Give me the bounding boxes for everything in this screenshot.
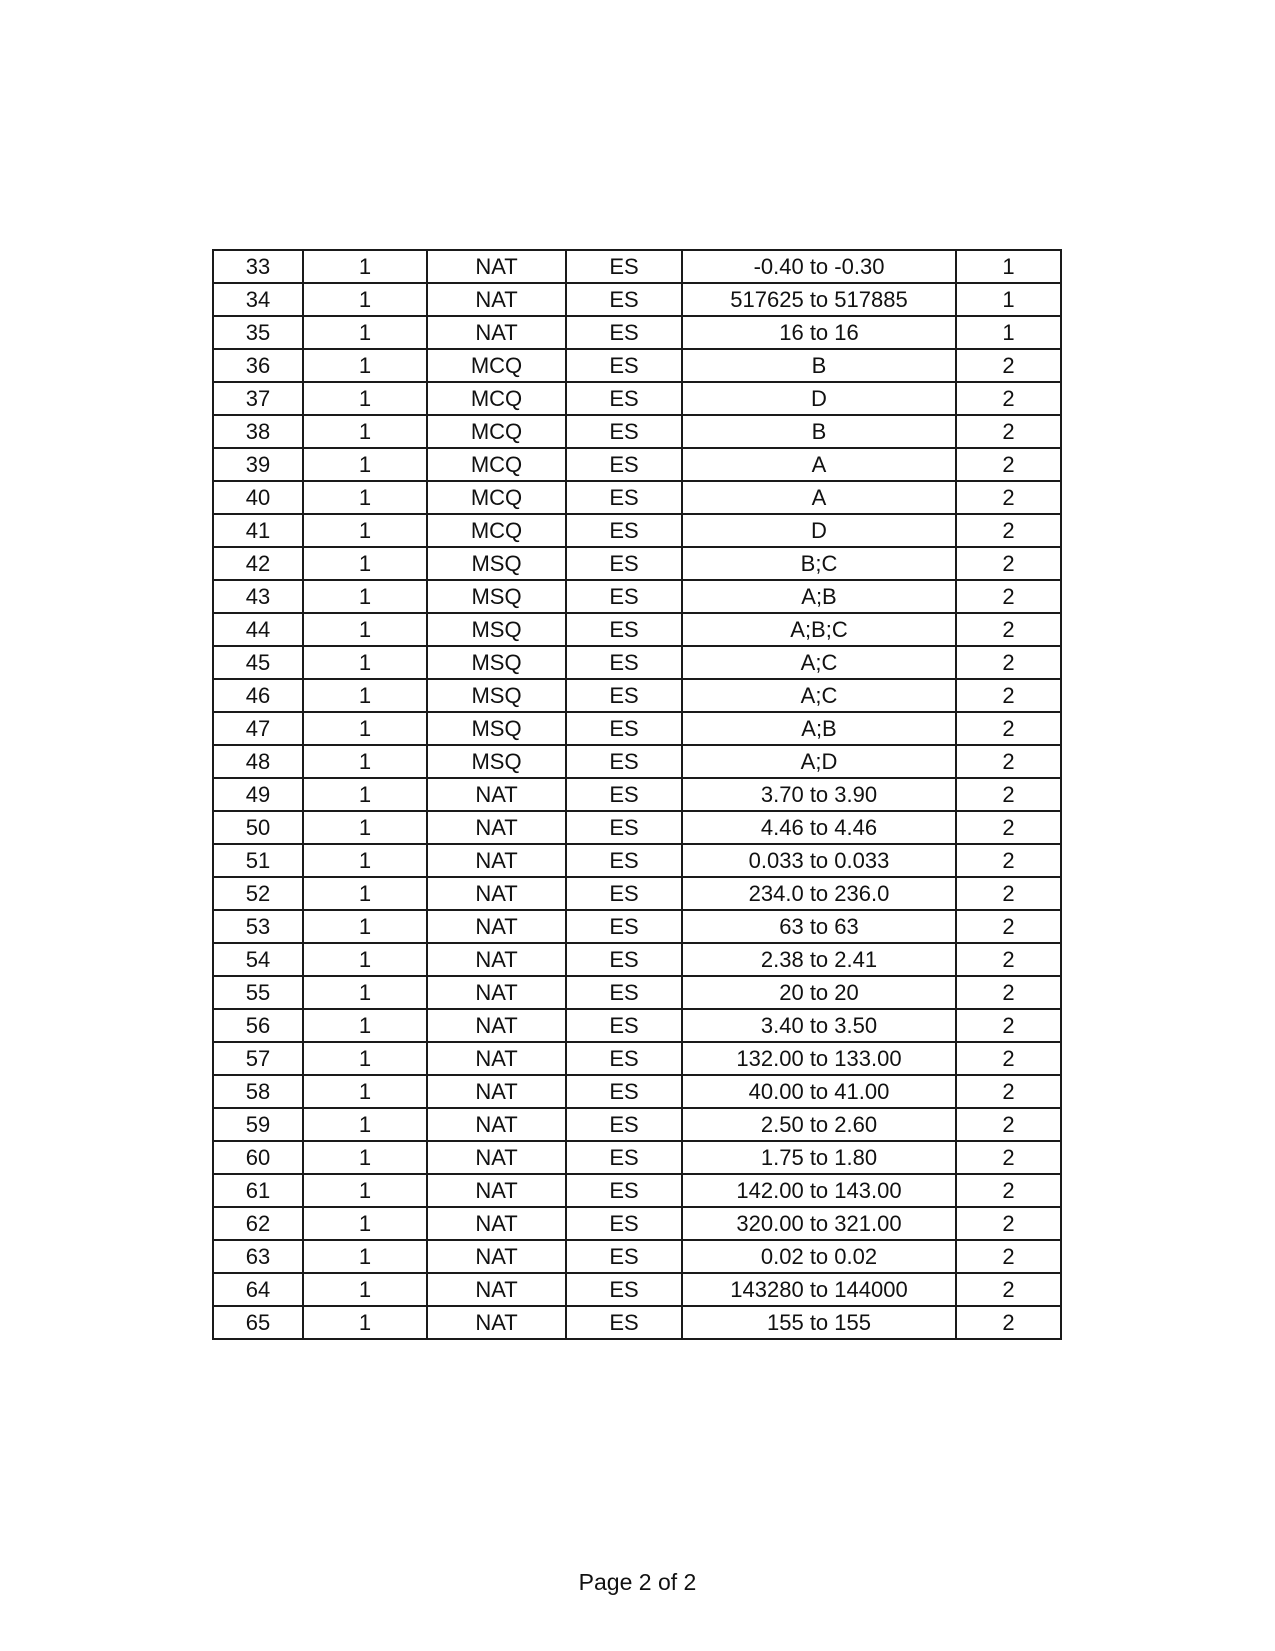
session-cell: 1: [303, 844, 427, 877]
question-type-cell: MSQ: [427, 712, 566, 745]
section-cell: ES: [566, 514, 682, 547]
key-range-cell: A: [682, 481, 956, 514]
key-range-cell: B: [682, 349, 956, 382]
session-cell: 1: [303, 250, 427, 283]
question-type-cell: NAT: [427, 250, 566, 283]
answer-key-table: [212, 249, 1062, 1340]
question-number-cell: 64: [213, 1273, 303, 1306]
section-cell: ES: [566, 976, 682, 1009]
question-type-cell: NAT: [427, 283, 566, 316]
section-cell: ES: [566, 382, 682, 415]
question-type-cell: MSQ: [427, 679, 566, 712]
key-range-cell: A: [682, 448, 956, 481]
table-row: [213, 943, 1061, 976]
marks-cell: 2: [956, 976, 1061, 1009]
question-number-cell: 38: [213, 415, 303, 448]
question-type-cell: NAT: [427, 976, 566, 1009]
question-type-cell: NAT: [427, 1174, 566, 1207]
question-number-cell: 56: [213, 1009, 303, 1042]
section-cell: ES: [566, 1042, 682, 1075]
question-number-cell: 60: [213, 1141, 303, 1174]
session-cell: 1: [303, 316, 427, 349]
table-row: [213, 811, 1061, 844]
session-cell: 1: [303, 910, 427, 943]
key-range-cell: 3.40 to 3.50: [682, 1009, 956, 1042]
question-number-cell: 55: [213, 976, 303, 1009]
section-cell: ES: [566, 1174, 682, 1207]
answer-key-table-body: [213, 250, 1061, 1339]
key-range-cell: A;C: [682, 646, 956, 679]
session-cell: 1: [303, 349, 427, 382]
table-row: [213, 976, 1061, 1009]
question-type-cell: MSQ: [427, 580, 566, 613]
question-type-cell: MCQ: [427, 514, 566, 547]
section-cell: ES: [566, 1141, 682, 1174]
marks-cell: 2: [956, 910, 1061, 943]
table-row: [213, 1240, 1061, 1273]
key-range-cell: 63 to 63: [682, 910, 956, 943]
section-cell: ES: [566, 745, 682, 778]
section-cell: ES: [566, 1075, 682, 1108]
session-cell: 1: [303, 778, 427, 811]
key-range-cell: B;C: [682, 547, 956, 580]
table-row: [213, 1009, 1061, 1042]
table-row: [213, 349, 1061, 382]
table-row: [213, 514, 1061, 547]
section-cell: ES: [566, 1207, 682, 1240]
question-type-cell: NAT: [427, 1075, 566, 1108]
marks-cell: 2: [956, 1141, 1061, 1174]
question-number-cell: 51: [213, 844, 303, 877]
table-row: [213, 745, 1061, 778]
question-number-cell: 61: [213, 1174, 303, 1207]
key-range-cell: A;D: [682, 745, 956, 778]
question-number-cell: 33: [213, 250, 303, 283]
question-number-cell: 58: [213, 1075, 303, 1108]
question-number-cell: 45: [213, 646, 303, 679]
marks-cell: 2: [956, 415, 1061, 448]
section-cell: ES: [566, 1108, 682, 1141]
question-type-cell: NAT: [427, 1207, 566, 1240]
question-type-cell: MCQ: [427, 448, 566, 481]
question-number-cell: 54: [213, 943, 303, 976]
section-cell: ES: [566, 613, 682, 646]
table-row: [213, 382, 1061, 415]
table-row: [213, 250, 1061, 283]
question-type-cell: MSQ: [427, 547, 566, 580]
marks-cell: 2: [956, 547, 1061, 580]
section-cell: ES: [566, 349, 682, 382]
question-number-cell: 44: [213, 613, 303, 646]
key-range-cell: 2.38 to 2.41: [682, 943, 956, 976]
question-type-cell: NAT: [427, 877, 566, 910]
key-range-cell: 132.00 to 133.00: [682, 1042, 956, 1075]
question-number-cell: 53: [213, 910, 303, 943]
marks-cell: 1: [956, 283, 1061, 316]
session-cell: 1: [303, 1174, 427, 1207]
session-cell: 1: [303, 580, 427, 613]
section-cell: ES: [566, 283, 682, 316]
section-cell: ES: [566, 844, 682, 877]
table-row: [213, 283, 1061, 316]
session-cell: 1: [303, 1009, 427, 1042]
session-cell: 1: [303, 1306, 427, 1339]
session-cell: 1: [303, 514, 427, 547]
question-number-cell: 47: [213, 712, 303, 745]
section-cell: ES: [566, 481, 682, 514]
key-range-cell: A;B: [682, 580, 956, 613]
question-type-cell: NAT: [427, 1108, 566, 1141]
session-cell: 1: [303, 1108, 427, 1141]
section-cell: ES: [566, 778, 682, 811]
table-row: [213, 613, 1061, 646]
table-row: [213, 1042, 1061, 1075]
question-type-cell: MSQ: [427, 646, 566, 679]
section-cell: ES: [566, 1306, 682, 1339]
marks-cell: 2: [956, 1306, 1061, 1339]
section-cell: ES: [566, 547, 682, 580]
page-number: Page 2 of 2: [578, 1569, 697, 1595]
question-type-cell: MCQ: [427, 382, 566, 415]
question-type-cell: NAT: [427, 811, 566, 844]
marks-cell: 2: [956, 1108, 1061, 1141]
key-range-cell: 234.0 to 236.0: [682, 877, 956, 910]
table-row: [213, 1207, 1061, 1240]
question-type-cell: MSQ: [427, 745, 566, 778]
session-cell: 1: [303, 382, 427, 415]
marks-cell: 2: [956, 382, 1061, 415]
question-type-cell: NAT: [427, 910, 566, 943]
marks-cell: 2: [956, 448, 1061, 481]
session-cell: 1: [303, 712, 427, 745]
key-range-cell: 40.00 to 41.00: [682, 1075, 956, 1108]
marks-cell: 2: [956, 811, 1061, 844]
section-cell: ES: [566, 1009, 682, 1042]
table-row: [213, 1108, 1061, 1141]
question-number-cell: 36: [213, 349, 303, 382]
section-cell: ES: [566, 943, 682, 976]
key-range-cell: D: [682, 514, 956, 547]
table-row: [213, 415, 1061, 448]
marks-cell: 2: [956, 514, 1061, 547]
key-range-cell: 155 to 155: [682, 1306, 956, 1339]
key-range-cell: -0.40 to -0.30: [682, 250, 956, 283]
session-cell: 1: [303, 481, 427, 514]
marks-cell: 2: [956, 613, 1061, 646]
marks-cell: 1: [956, 250, 1061, 283]
marks-cell: 2: [956, 844, 1061, 877]
table-row: [213, 1075, 1061, 1108]
session-cell: 1: [303, 646, 427, 679]
section-cell: ES: [566, 877, 682, 910]
session-cell: 1: [303, 976, 427, 1009]
session-cell: 1: [303, 745, 427, 778]
session-cell: 1: [303, 613, 427, 646]
key-range-cell: 320.00 to 321.00: [682, 1207, 956, 1240]
question-number-cell: 42: [213, 547, 303, 580]
key-range-cell: 20 to 20: [682, 976, 956, 1009]
table-row: [213, 1306, 1061, 1339]
question-number-cell: 37: [213, 382, 303, 415]
section-cell: ES: [566, 1273, 682, 1306]
section-cell: ES: [566, 415, 682, 448]
session-cell: 1: [303, 1240, 427, 1273]
question-number-cell: 46: [213, 679, 303, 712]
question-type-cell: NAT: [427, 1240, 566, 1273]
marks-cell: 2: [956, 481, 1061, 514]
question-number-cell: 62: [213, 1207, 303, 1240]
section-cell: ES: [566, 712, 682, 745]
session-cell: 1: [303, 1042, 427, 1075]
marks-cell: 2: [956, 349, 1061, 382]
question-number-cell: 43: [213, 580, 303, 613]
question-type-cell: NAT: [427, 1273, 566, 1306]
marks-cell: 2: [956, 679, 1061, 712]
key-range-cell: A;C: [682, 679, 956, 712]
section-cell: ES: [566, 1240, 682, 1273]
marks-cell: 2: [956, 1207, 1061, 1240]
key-range-cell: A;B: [682, 712, 956, 745]
question-type-cell: MCQ: [427, 481, 566, 514]
table-row: [213, 316, 1061, 349]
question-type-cell: NAT: [427, 844, 566, 877]
table-row: [213, 1273, 1061, 1306]
marks-cell: 2: [956, 1174, 1061, 1207]
session-cell: 1: [303, 1273, 427, 1306]
marks-cell: 2: [956, 646, 1061, 679]
key-range-cell: 0.033 to 0.033: [682, 844, 956, 877]
session-cell: 1: [303, 1075, 427, 1108]
session-cell: 1: [303, 448, 427, 481]
table-row: [213, 547, 1061, 580]
question-number-cell: 48: [213, 745, 303, 778]
marks-cell: 2: [956, 712, 1061, 745]
section-cell: ES: [566, 580, 682, 613]
question-type-cell: NAT: [427, 316, 566, 349]
session-cell: 1: [303, 1141, 427, 1174]
question-number-cell: 39: [213, 448, 303, 481]
question-number-cell: 49: [213, 778, 303, 811]
marks-cell: 2: [956, 1075, 1061, 1108]
session-cell: 1: [303, 547, 427, 580]
key-range-cell: 517625 to 517885: [682, 283, 956, 316]
key-range-cell: B: [682, 415, 956, 448]
table-row: [213, 448, 1061, 481]
key-range-cell: 16 to 16: [682, 316, 956, 349]
question-number-cell: 65: [213, 1306, 303, 1339]
marks-cell: 2: [956, 1240, 1061, 1273]
question-number-cell: 41: [213, 514, 303, 547]
section-cell: ES: [566, 316, 682, 349]
table-row: [213, 844, 1061, 877]
marks-cell: 1: [956, 316, 1061, 349]
question-number-cell: 40: [213, 481, 303, 514]
key-range-cell: 0.02 to 0.02: [682, 1240, 956, 1273]
marks-cell: 2: [956, 877, 1061, 910]
session-cell: 1: [303, 811, 427, 844]
question-type-cell: MCQ: [427, 415, 566, 448]
key-range-cell: 1.75 to 1.80: [682, 1141, 956, 1174]
session-cell: 1: [303, 415, 427, 448]
question-number-cell: 50: [213, 811, 303, 844]
marks-cell: 2: [956, 778, 1061, 811]
table-row: [213, 679, 1061, 712]
question-number-cell: 34: [213, 283, 303, 316]
table-row: [213, 1174, 1061, 1207]
table-row: [213, 580, 1061, 613]
question-type-cell: MCQ: [427, 349, 566, 382]
session-cell: 1: [303, 943, 427, 976]
section-cell: ES: [566, 448, 682, 481]
question-number-cell: 57: [213, 1042, 303, 1075]
section-cell: ES: [566, 811, 682, 844]
question-number-cell: 63: [213, 1240, 303, 1273]
key-range-cell: 142.00 to 143.00: [682, 1174, 956, 1207]
marks-cell: 2: [956, 745, 1061, 778]
key-range-cell: A;B;C: [682, 613, 956, 646]
table-row: [213, 778, 1061, 811]
key-range-cell: 4.46 to 4.46: [682, 811, 956, 844]
marks-cell: 2: [956, 943, 1061, 976]
question-type-cell: NAT: [427, 778, 566, 811]
table-row: [213, 910, 1061, 943]
table-row: [213, 877, 1061, 910]
key-range-cell: 3.70 to 3.90: [682, 778, 956, 811]
question-number-cell: 59: [213, 1108, 303, 1141]
session-cell: 1: [303, 679, 427, 712]
table-row: [213, 712, 1061, 745]
marks-cell: 2: [956, 1042, 1061, 1075]
key-range-cell: 2.50 to 2.60: [682, 1108, 956, 1141]
session-cell: 1: [303, 1207, 427, 1240]
marks-cell: 2: [956, 1273, 1061, 1306]
section-cell: ES: [566, 910, 682, 943]
table-row: [213, 646, 1061, 679]
marks-cell: 2: [956, 580, 1061, 613]
section-cell: ES: [566, 646, 682, 679]
key-range-cell: 143280 to 144000: [682, 1273, 956, 1306]
section-cell: ES: [566, 679, 682, 712]
question-type-cell: NAT: [427, 1042, 566, 1075]
question-type-cell: NAT: [427, 1141, 566, 1174]
question-type-cell: NAT: [427, 1009, 566, 1042]
table-row: [213, 481, 1061, 514]
session-cell: 1: [303, 283, 427, 316]
session-cell: 1: [303, 877, 427, 910]
question-number-cell: 52: [213, 877, 303, 910]
table-row: [213, 1141, 1061, 1174]
question-type-cell: NAT: [427, 943, 566, 976]
question-number-cell: 35: [213, 316, 303, 349]
question-type-cell: NAT: [427, 1306, 566, 1339]
section-cell: ES: [566, 250, 682, 283]
marks-cell: 2: [956, 1009, 1061, 1042]
key-range-cell: D: [682, 382, 956, 415]
question-type-cell: MSQ: [427, 613, 566, 646]
